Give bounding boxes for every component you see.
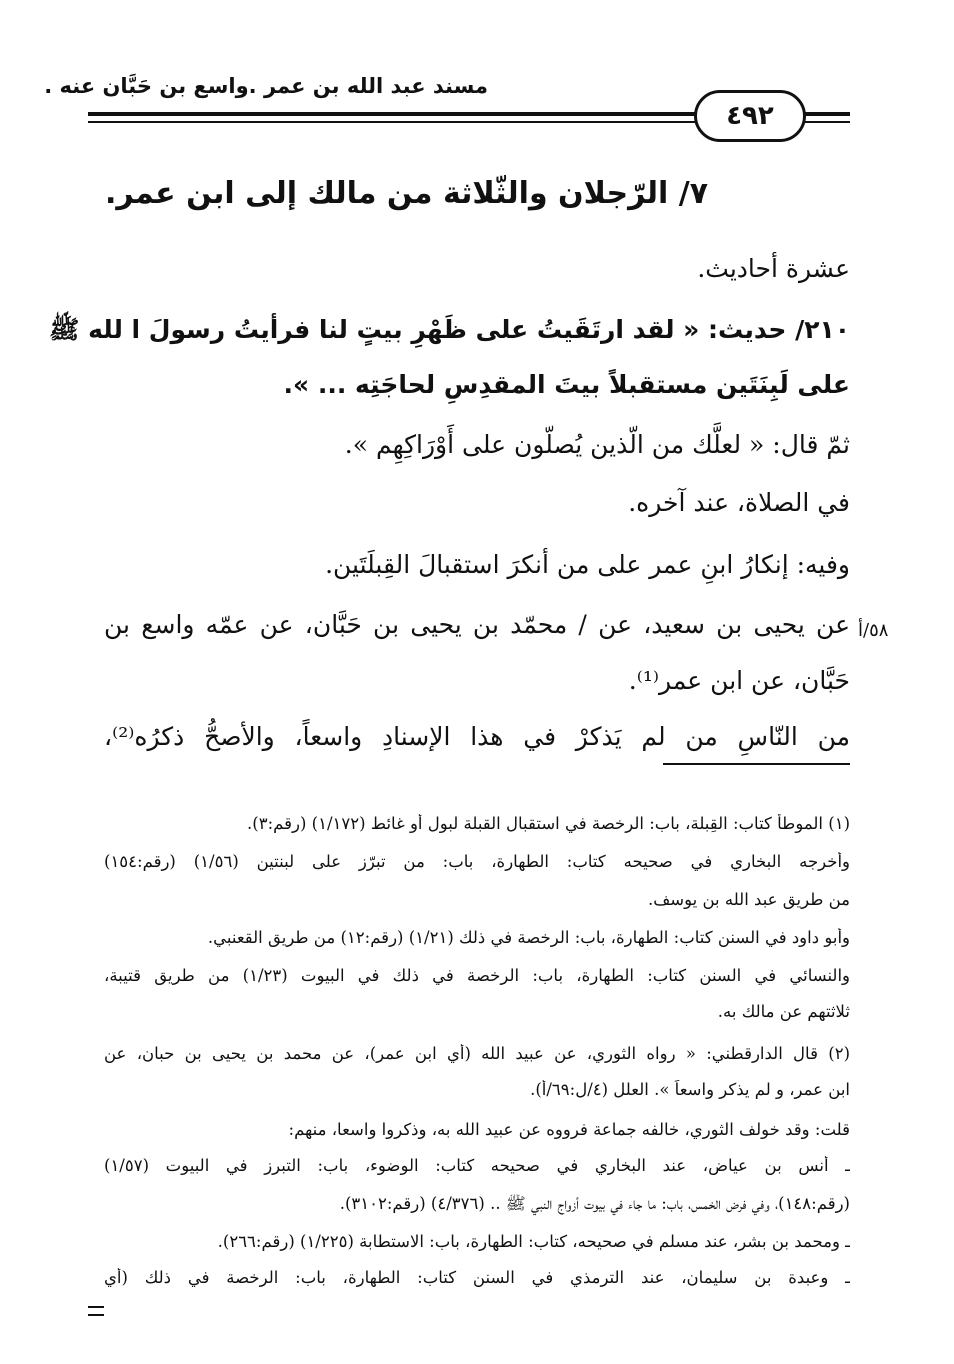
page-number-badge: ٤٩٢ bbox=[694, 90, 806, 142]
hadith-number: ٢١٠/ bbox=[795, 315, 850, 344]
body-line-4: في الصلاة، عند آخره. bbox=[628, 488, 850, 517]
hadith-line-2: على لَبِنَتَين مستقبلاً بيتَ المقدِسِ لحاجَتِه ... ». bbox=[283, 370, 850, 399]
footnote-line: وأخرجه البخاري في صحيحه كتاب: الطهارة، باب: من تبرّز على لبنتين (١/٥٦) (رقم:١٥٤) bbox=[104, 852, 850, 871]
chapter-heading: ٧/ الرّجلان والثّلاثة من مالك إلى ابن عمر. bbox=[105, 176, 708, 211]
continuation-mark bbox=[88, 1306, 104, 1316]
footnote-separator bbox=[663, 763, 850, 765]
hadith-text-1: « لقد ارتَقَيتُ على ظَهْرِ بيتٍ لنا فرأيتُ رسولَ ا لله ﷺ bbox=[49, 315, 700, 344]
footnote-line: ابن عمر، و لم يذكر واسعاً ». العلل (٤/ل:٦٩/أ). bbox=[530, 1080, 850, 1099]
body-line-6: عن يحيى بن سعيد، عن / محمّد بن يحيى بن حَبَّان، عن عمّه واسع بن bbox=[104, 610, 850, 639]
body-line-7: حَبَّان، عن ابن عمر⁽¹⁾. bbox=[628, 666, 850, 695]
body-line-3: ثمّ قال: « لعلَّك من الّذين يُصلّون على أَوْرَاكِهِم ». bbox=[344, 430, 850, 459]
body-line-5: وفيه: إنكارُ ابنِ عمر على من أنكرَ استقبالَ القِبلَتَين. bbox=[325, 550, 850, 579]
manuscript-folio-note: ٥٨/أ bbox=[858, 620, 889, 641]
footnote-line: قلت: وقد خولف الثوري، خالفه جماعة فرووه عن عبيد الله به، وذكروا واسعا، منهم: bbox=[288, 1120, 850, 1139]
footnote-line: والنسائي في السنن كتاب: الطهارة، باب: الرخصة في ذلك في البيوت (١/٢٣) من طريق قتيبة، bbox=[104, 966, 850, 985]
count-line: عشرة أحاديث. bbox=[697, 254, 850, 283]
footnote-line: من طريق عبد الله بن يوسف. bbox=[647, 890, 850, 909]
footnote-line: وأبو داود في السنن كتاب: الطهارة، باب: الرخصة في ذلك (١/٢١) (رقم:١٢) من طريق القعنبي. bbox=[207, 928, 850, 947]
footnote-line: ـ وعبدة بن سليمان، عند الترمذي في السنن كتاب: الطهارة، باب: الرخصة في ذلك (أي bbox=[104, 1268, 850, 1287]
body-line-8: من النّاسِ من لم يَذكرْ في هذا الإسنادِ واسعاً، والأصحُّ ذكرُه⁽²⁾، bbox=[104, 722, 850, 751]
hadith-line-1 bbox=[49, 314, 850, 351]
footnote-line: (١) الموطأ كتاب: القِبلة، باب: الرخصة في استقبال القبلة لبول أو غائط (١/١٧٢) (رقم:٣). bbox=[247, 814, 850, 833]
footnote-line: ـ أنس بن عياض، عند البخاري في صحيحه كتاب: الوضوء، باب: التبرز في البيوت (١/٥٧) bbox=[104, 1156, 850, 1175]
footnote-line: ثلاثتهم عن مالك به. bbox=[717, 1002, 850, 1021]
footnote-line: ـ ومحمد بن بشر، عند مسلم في صحيحه، كتاب: الطهارة، باب: الاستطابة (١/٢٢٥) (رقم:٢٦٦). bbox=[217, 1232, 850, 1251]
footnote-line: (رقم:١٤٨)، وفي فرض الخمس، باب: ما جاء في بيوت أزواج النبي ﷺ .. (٤/٣٧٦) (رقم:٣١٠٢). bbox=[339, 1194, 850, 1213]
footnote-line: (٢) قال الدارقطني: « رواه الثوري، عن عبيد الله (أي ابن عمر)، عن محمد بن يحيى بن حبان، عن bbox=[104, 1044, 850, 1063]
running-head-title: مسند عبد الله بن عمر .واسع بن حَبَّان عنه . bbox=[44, 74, 488, 98]
hadith-label: حديث: bbox=[708, 315, 787, 344]
